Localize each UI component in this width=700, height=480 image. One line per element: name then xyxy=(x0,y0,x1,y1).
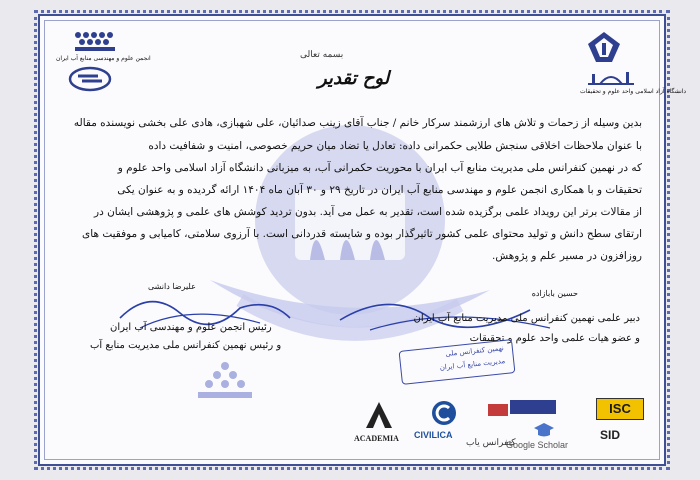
left-signer-name: علیرضا دانشی xyxy=(148,282,196,291)
body-line-4: تحقیقات و با همکاری انجمن علوم و مهندسی منابع آب ایران در تاریخ ۲۹ و ۳۰ آبان ماه ۱۴۰۴ ارائه گردیده و به عنوان یکی xyxy=(117,184,642,196)
right-signer-title-2: و عضو هیات علمی واحد علوم و تحقیقات xyxy=(469,333,640,344)
azad-university-logo xyxy=(586,30,622,64)
magiran-logo xyxy=(510,400,556,414)
research-branch-logo xyxy=(586,70,636,86)
footer-watermark-logo xyxy=(190,360,260,405)
water-association-logo xyxy=(72,30,118,52)
isc-logo: ISC xyxy=(596,398,644,420)
academia-icon xyxy=(364,400,394,430)
basmala: بسمه تعالی xyxy=(300,50,344,60)
body-line-5: از مقالات برتر این رویداد علمی برگزیده شده است، تقدیر به عمل می آید. بدون تردید کوشش های علمی و پژوهشی ایشان در xyxy=(94,206,642,218)
body-line-1: بدین وسیله از زحمات و تلاش های ارزشمند سرکار خانم / جناب آقای زینب صدائیان، علی شهبازی، هادی علی بخشی نویسنده مقاله xyxy=(73,117,642,129)
body-line-6: ارتقای سطح دانش و تولید محتوای علمی کشور تاثیرگذار بوده و شایسته قدردانی است. با آرزوی سلامتی، کامیابی و موفقیت های xyxy=(82,228,642,240)
page-title: لوح تقدیر xyxy=(318,68,390,89)
left-signer-title-2: و رئیس نهمین کنفرانس ملی مدیریت منابع آب xyxy=(90,340,282,351)
body-line-7: روزافزون در مسیر علم و پژوهش. xyxy=(492,250,642,262)
stamp-line-2: مدیریت منابع آب ایران xyxy=(439,356,506,372)
academia-logo: ACADEMIA xyxy=(354,434,399,443)
conference-logo xyxy=(68,66,112,92)
publisher-logo xyxy=(488,404,508,416)
body-line-2: با عنوان ملاحظات اخلاقی سنجش طلایی حکمرانی داده: تعادل یا تضاد میان حریم خصوصی، امنیت و شفافیت داده xyxy=(148,140,642,152)
google-scholar-logo: Google Scholar xyxy=(506,440,569,450)
conference-finder-logo: کنفرانس یاب xyxy=(466,438,516,448)
civilica-logo: CIVILICA xyxy=(414,430,453,440)
sid-logo: SID xyxy=(600,428,621,442)
right-signer-title-1: دبیر علمی نهمین کنفرانس ملی مدیریت منابع آب ایران xyxy=(413,313,640,324)
graduation-cap-icon xyxy=(533,422,555,438)
stamp-line-1: نهمین کنفرانس ملی xyxy=(445,344,505,359)
right-signer-name: حسین بابازاده xyxy=(531,289,578,298)
civilica-icon xyxy=(430,400,458,426)
body-line-3: که در نهمین کنفرانس ملی مدیریت منابع آب ایران با محوریت حکمرانی آب، به میزبانی دانشگاه آزاد اسلامی واحد علوم و xyxy=(117,162,642,174)
left-signer-title-1: رئیس انجمن علوم و مهندسی آب ایران xyxy=(110,322,272,333)
right-logo-caption: دانشگاه آزاد اسلامی واحد علوم و تحقیقات xyxy=(580,88,687,95)
left-logo-caption: انجمن علوم و مهندسی منابع آب ایران xyxy=(56,55,151,62)
